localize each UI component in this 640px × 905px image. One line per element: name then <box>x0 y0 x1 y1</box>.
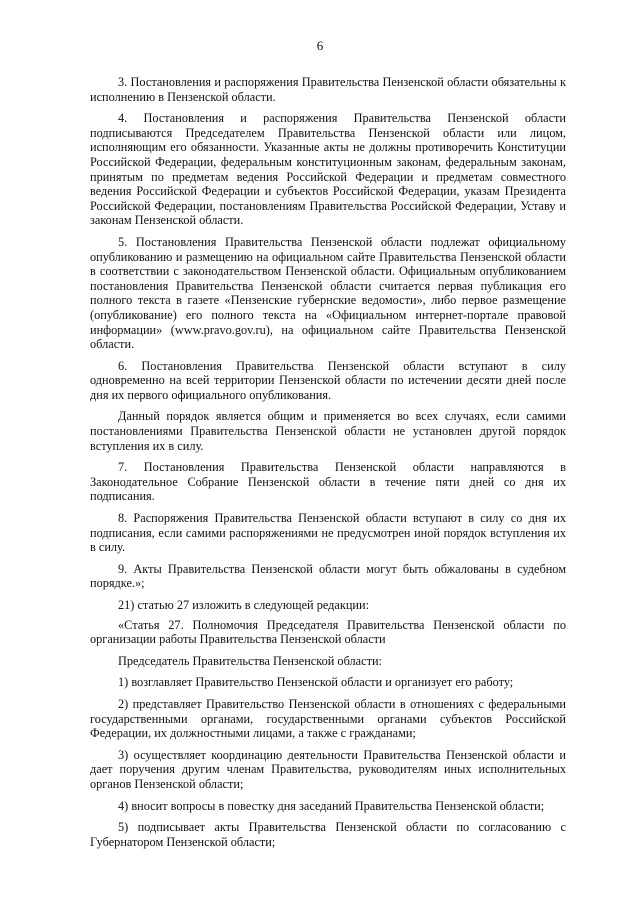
paragraph-item-7: 7. Постановления Правительства Пензенской области направляются в Законодательное Собрание Пензенской области в течение пяти дней со дня их подписания. <box>90 460 566 504</box>
paragraph-general-order: Данный порядок является общим и применяется во всех случаях, если самими постановлениями Правительства Пензенской области не установлен другой порядок вступления их в силу. <box>90 409 566 453</box>
paragraph-power-5: 5) подписывает акты Правительства Пензенской области по согласованию с Губернатором Пензенской области; <box>90 820 566 849</box>
paragraph-chairman-intro: Председатель Правительства Пензенской области: <box>118 653 382 668</box>
paragraph-amendment-21: 21) статью 27 изложить в следующей редакции: <box>118 598 369 612</box>
paragraph-power-4: 4) вносит вопросы в повестку дня заседаний Правительства Пензенской области; <box>118 798 545 813</box>
document-body <box>90 75 566 856</box>
paragraph-item-8: 8. Распоряжения Правительства Пензенской области вступают в силу со дня их подписания, если самими распоряжениями не предусмотрен иной порядок вступления их в силу. <box>90 511 566 555</box>
paragraph-item-5: 5. Постановления Правительства Пензенской области подлежат официальному опубликованию и размещению на официальном сайте Правительства Пензенской области в соответствии с законодательством Пензенской области. Официальным опубликованием постановления Правительства Пензенской области считается первая публикация его полного текста в газете «Пензенские губернские ведомости», либо первое размещение (опубликование) его полного текста на «Официальном интернет-портале правовой информации» (www.pravo.gov.ru), на официальном сайте Правительства Пензенской области. <box>90 234 566 352</box>
paragraph-item-6: 6. Постановления Правительства Пензенской области вступают в силу одновременно на всей территории Пензенской области по истечении десяти дней после дня их первого официального опубликования. <box>90 358 566 402</box>
paragraph-article-27-title: «Статья 27. Полномочия Председателя Правительства Пензенской области по организации работы Правительства Пензенской области <box>90 617 566 647</box>
page-number: 6 <box>316 38 324 53</box>
paragraph-power-2: 2) представляет Правительство Пензенской области в отношениях с федеральными государственными органами, государственными органами субъектов Российской Федерации, их должностными лицами, а также с гражданами; <box>90 696 566 741</box>
paragraph-item-3: 3. Постановления и распоряжения Правительства Пензенской области обязательны к исполнению в Пензенской области. <box>90 75 566 104</box>
paragraph-power-3: 3) осуществляет координацию деятельности Правительства Пензенской области и дает поручения другим членам Правительства, руководителям иных исполнительных органов Пензенской области; <box>90 747 566 791</box>
paragraph-power-1: 1) возглавляет Правительство Пензенской области и организует его работу; <box>118 675 514 690</box>
paragraph-item-9: 9. Акты Правительства Пензенской области могут быть обжалованы в судебном порядке.»; <box>90 561 566 591</box>
paragraph-item-4: 4. Постановления и распоряжения Правительства Пензенской области подписываются Председателем Правительства Пензенской области или лицом, исполняющим его обязанности. Указанные акты не должны противоречить Конституции Российской Федерации, федеральным конституционным законам, федеральным законам, принятым по предметам ведения Российской Федерации и предметам совместного ведения Российской Федерации и субъектов Российской Федерации, указам Президента Российской Федерации, постановлениям Правительства Российской Федерации, Уставу и законам Пензенской области. <box>90 111 566 228</box>
